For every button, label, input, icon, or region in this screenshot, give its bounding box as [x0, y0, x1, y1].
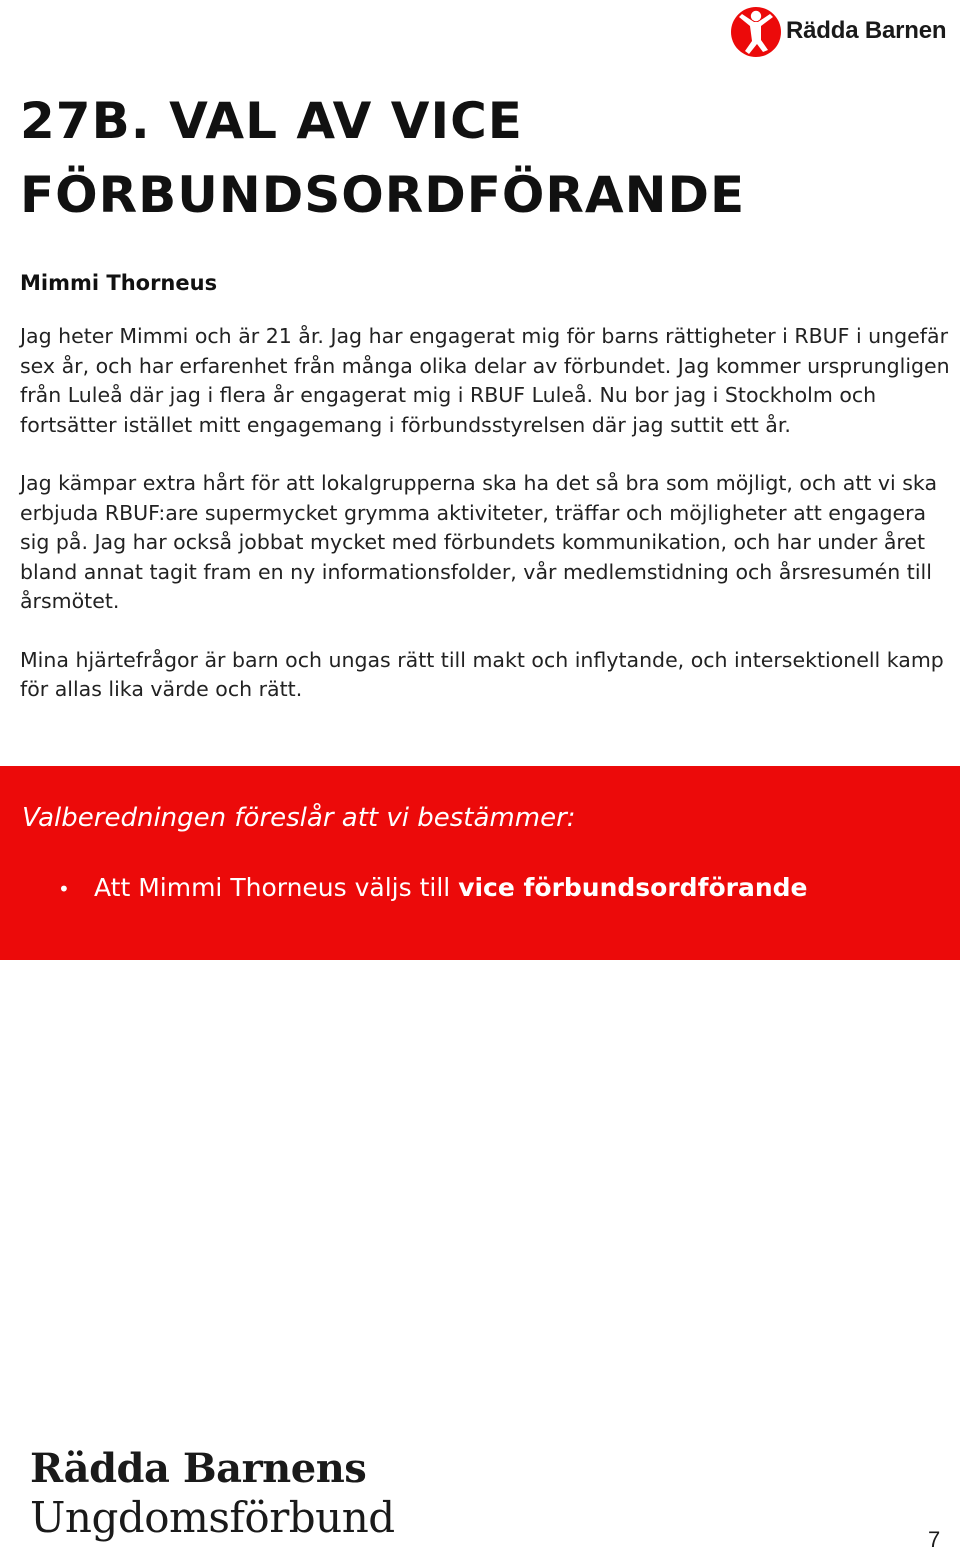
bullet-text-bold: vice förbundsordförande [458, 873, 808, 902]
page-number: 7 [928, 1527, 941, 1552]
bullet-text-regular: Att Mimmi Thorneus väljs till [94, 873, 459, 902]
proposal-box [0, 766, 960, 960]
bio-paragraph-1: Jag heter Mimmi och är 21 år. Jag har engagerat mig för barns rättigheter i RBUF i ungefär sex år, och har erfarenhet från många olika delar av förbundet. Jag kommer ursprungligen från Luleå där jag i flera år engagerat mig i RBUF Luleå. Nu bor jag i Stockholm och fortsätter istället mitt engagemang i förbundsstyrelsen där jag suttit ett år. [20, 324, 950, 437]
proposal-bullet [58, 870, 807, 907]
title-line-1: 27B. VAL AV VICE [20, 92, 523, 150]
logo-text: Rädda Barnen [786, 17, 947, 44]
footer-org-line-1: Rädda Barnens [30, 1445, 367, 1492]
footer-logo [30, 1445, 395, 1543]
footer-org-line-2: Ungdomsförbund [30, 1493, 395, 1542]
candidate-name: Mimmi Thorneus [20, 271, 218, 295]
proposal-bullet-text [94, 870, 807, 906]
candidate-bio [20, 322, 950, 734]
proposal-lead: Valberedningen föreslår att vi bestämmer: [22, 803, 576, 833]
bio-paragraph-3: Mina hjärtefrågor är barn och ungas rätt till makt och inflytande, och intersektionell kamp för allas lika värde och rätt. [20, 647, 944, 701]
running-child-icon [730, 4, 782, 58]
bullet-symbol: • [58, 877, 70, 901]
title-line-2: FÖRBUNDSORDFÖRANDE [20, 166, 746, 224]
header-logo [730, 2, 952, 60]
bio-paragraph-2: Jag kämpar extra hårt för att lokalgrupperna ska ha det så bra som möjligt, och att vi ska erbjuda RBUF:are supermycket grymma aktiviteter, träffar och möjligheter att engagera sig på. Jag har också jobbat mycket med förbundets kommunikation, och har under året bland annat tagit fram en ny informationsfolder, vår medlemstidning och årsresumén till årsmötet. [20, 471, 938, 613]
page-title [20, 84, 920, 232]
